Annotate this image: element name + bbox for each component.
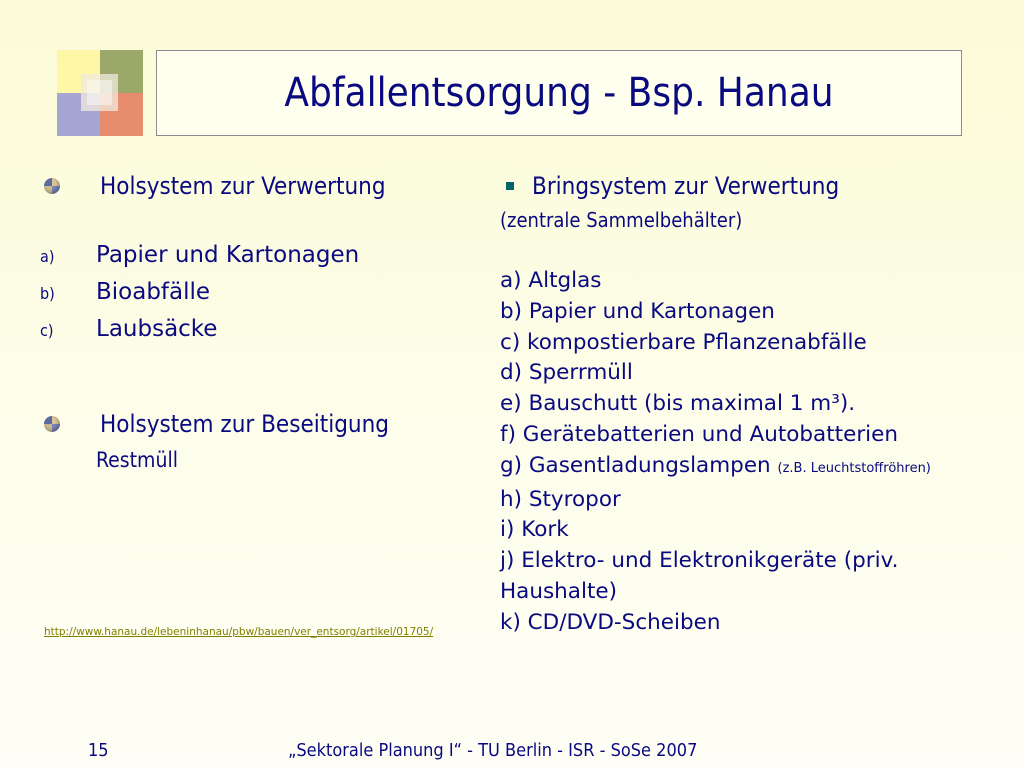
list-marker: b) (40, 284, 55, 303)
left-heading-2 (40, 406, 460, 442)
list-item (40, 279, 460, 316)
list-item: c) kompostierbare Pflanzenabfälle (500, 329, 867, 355)
list-item: Haushalte) (500, 578, 617, 604)
slide-title: Abfallentsorgung - Bsp. Hanau (284, 70, 834, 116)
list-item: f) Gerätebatterien und Autobatterien (500, 421, 898, 447)
square-bullet-icon (506, 182, 514, 190)
right-heading (500, 168, 1010, 204)
right-subheading: (zentrale Sammelbehälter) (500, 208, 743, 232)
list-item-text: Papier und Kartonagen (96, 242, 360, 268)
list-item: e) Bauschutt (bis maximal 1 m³). (500, 391, 856, 417)
list-item: k) CD/DVD-Scheiben (500, 609, 721, 635)
list-item-text: Bioabfälle (96, 279, 211, 305)
source-link[interactable]: http://www.hanau.de/lebeninhanau/pbw/bauen/ver_entsorg/artikel/01705/ (44, 626, 434, 638)
right-list (500, 266, 1010, 639)
title-box (156, 50, 962, 136)
list-item-g-note: (z.B. Leuchtstoffröhren) (777, 460, 931, 476)
logo-center-highlight (87, 80, 112, 105)
right-heading-text: Bringsystem zur Verwertung (532, 172, 840, 200)
list-item: b) Papier und Kartonagen (500, 298, 775, 324)
left-sub-list (40, 242, 460, 353)
globe-bullet-icon (44, 178, 60, 194)
left-column (40, 168, 460, 472)
list-item: j) Elektro- und Elektronikgeräte (priv. (500, 548, 899, 574)
list-item: h) Styropor (500, 486, 621, 512)
list-item (40, 242, 460, 279)
footer-text: „Sektorale Planung I“ - TU Berlin - ISR - SoSe 2007 (288, 740, 698, 761)
page-number: 15 (88, 740, 109, 761)
left-heading-2-sub: Restmüll (96, 448, 178, 472)
left-heading-1-text: Holsystem zur Verwertung (100, 172, 386, 200)
list-item-text: Laubsäcke (96, 316, 218, 342)
list-item: a) Altglas (500, 268, 602, 293)
list-marker: a) (40, 247, 55, 266)
list-item: i) Kork (500, 517, 569, 543)
left-heading-2-text: Holsystem zur Beseitigung (100, 410, 390, 438)
left-heading-1 (40, 168, 460, 204)
slide-logo (57, 50, 143, 136)
globe-bullet-icon (44, 416, 60, 432)
list-item-g (500, 451, 1010, 485)
list-item (40, 316, 460, 353)
list-item: d) Sperrmüll (500, 360, 633, 386)
left-second-block (40, 406, 460, 472)
list-item-g-text: g) Gasentladungslampen (500, 452, 771, 478)
list-marker: c) (40, 321, 54, 340)
right-column (500, 168, 1010, 639)
